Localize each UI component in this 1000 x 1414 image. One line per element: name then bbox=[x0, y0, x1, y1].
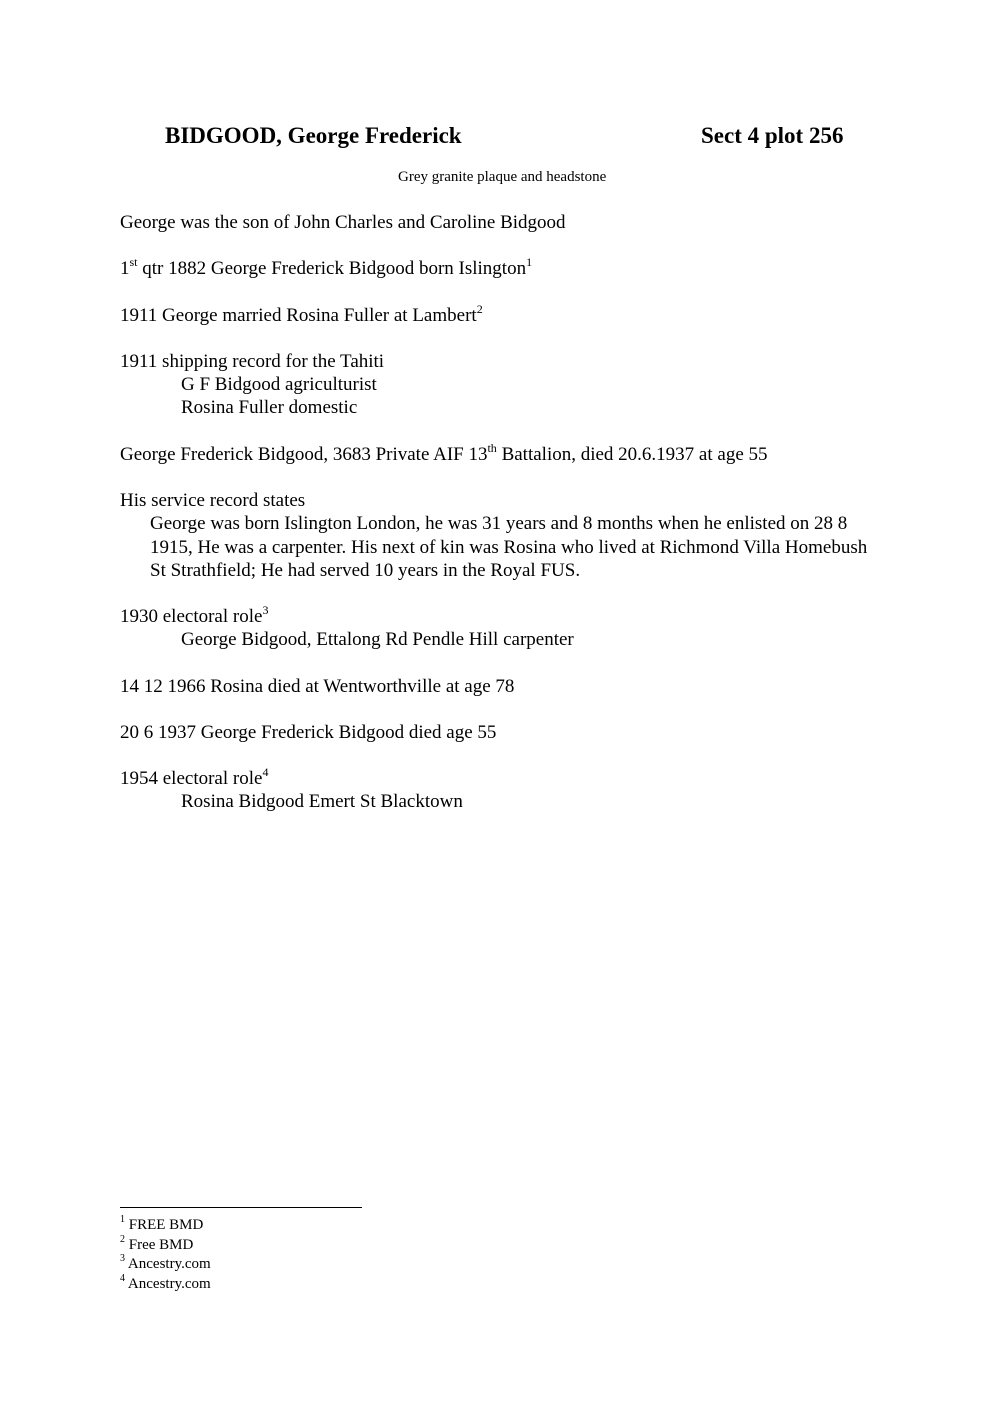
parents-entry: George was the son of John Charles and Caroline Bidgood bbox=[120, 212, 566, 233]
service-text-after: Battalion, died 20.6.1937 at age 55 bbox=[496, 444, 768, 465]
footnote-3 bbox=[120, 1255, 211, 1275]
service-record-body: George was born Islington London, he was 31 years and 8 months when he enlisted on 28 8 1915, He was a carpenter. His next of kin was Rosina who lived at Richmond Villa Homebush St Strathfield; He had served 10 years in the Royal FUS. bbox=[150, 513, 868, 581]
electoral-1954-line: Rosina Bidgood Emert St Blacktown bbox=[181, 791, 463, 812]
page-title: BIDGOOD, George Frederick bbox=[165, 123, 462, 148]
footnote-4-text: Ancestry.com bbox=[125, 1276, 211, 1292]
birth-text: qtr 1882 George Frederick Bidgood born Islington bbox=[137, 258, 527, 279]
shipping-line-1: G F Bidgood agriculturist bbox=[181, 374, 377, 395]
footnote-ref-1[interactable]: 1 bbox=[526, 254, 533, 269]
plot-reference: Sect 4 plot 256 bbox=[701, 123, 844, 148]
footnote-4-number: 4 bbox=[120, 1273, 125, 1284]
page-subtitle: Grey granite plaque and headstone bbox=[398, 169, 607, 185]
electoral-1930-heading: 1930 electoral role bbox=[120, 606, 263, 627]
footnote-2-number: 2 bbox=[120, 1234, 125, 1245]
birth-ordinal: 1 bbox=[120, 258, 130, 279]
footnote-3-text: Ancestry.com bbox=[125, 1256, 211, 1272]
footnote-1-number: 1 bbox=[120, 1214, 125, 1225]
footnote-2 bbox=[120, 1236, 193, 1256]
electoral-1930-line: George Bidgood, Ettalong Rd Pendle Hill carpenter bbox=[181, 629, 574, 650]
footnote-3-number: 3 bbox=[120, 1253, 125, 1264]
service-ordinal-suffix: th bbox=[487, 440, 497, 455]
electoral-1954-heading: 1954 electoral role bbox=[120, 768, 263, 789]
service-entry bbox=[120, 440, 768, 466]
shipping-heading: 1911 shipping record for the Tahiti bbox=[120, 351, 385, 372]
footnote-2-text: Free BMD bbox=[125, 1237, 194, 1253]
service-record-heading: His service record states bbox=[120, 490, 306, 511]
footnote-ref-3[interactable]: 3 bbox=[262, 602, 269, 617]
electoral-1954-entry bbox=[120, 764, 269, 790]
footnote-divider bbox=[120, 1207, 362, 1208]
birth-ordinal-suffix: st bbox=[129, 254, 138, 269]
birth-entry bbox=[120, 254, 533, 280]
footnote-ref-4[interactable]: 4 bbox=[262, 764, 269, 779]
rosina-death-entry: 14 12 1966 Rosina died at Wentworthville at age 78 bbox=[120, 676, 515, 697]
marriage-entry bbox=[120, 301, 483, 327]
footnote-1-text: FREE BMD bbox=[125, 1217, 204, 1233]
electoral-1930-entry bbox=[120, 602, 269, 628]
george-death-entry: 20 6 1937 George Frederick Bidgood died age 55 bbox=[120, 722, 497, 743]
shipping-line-2: Rosina Fuller domestic bbox=[181, 397, 358, 418]
marriage-text: 1911 George married Rosina Fuller at Lambert bbox=[120, 305, 477, 326]
footnote-1 bbox=[120, 1216, 203, 1236]
footnote-4 bbox=[120, 1275, 211, 1295]
service-text-before: George Frederick Bidgood, 3683 Private AIF 13 bbox=[120, 444, 488, 465]
footnote-ref-2[interactable]: 2 bbox=[476, 301, 483, 316]
